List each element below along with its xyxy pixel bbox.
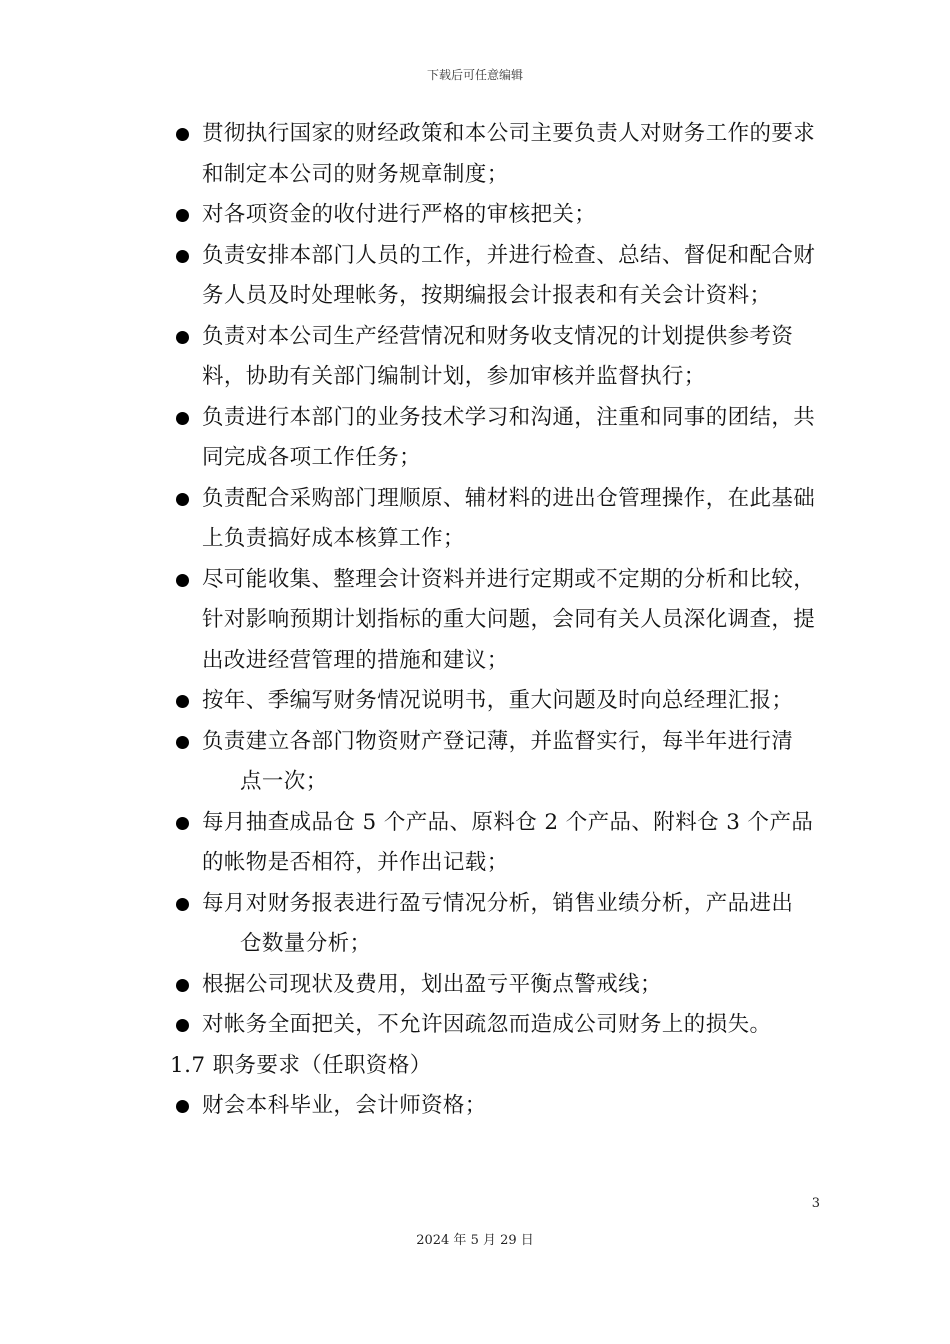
bullet-icon	[176, 817, 189, 830]
list-item-continuation: 点一次；	[240, 769, 328, 794]
duties-list	[170, 114, 820, 1046]
list-item	[170, 236, 820, 317]
bullet-icon	[176, 898, 189, 911]
list-item-text: 按年、季编写财务情况说明书，重大问题及时向总经理汇报；	[202, 688, 794, 713]
list-item-text: 尽可能收集、整理会计资料并进行定期或不定期的分析和比较，针对影响预期计划指标的重大问题，会同有关人员深化调查，提出改进经营管理的措施和建议；	[202, 566, 816, 673]
list-item-text: 负责进行本部门的业务技术学习和沟通，注重和同事的团结，共同完成各项工作任务；	[202, 404, 816, 470]
bullet-icon	[176, 128, 189, 141]
list-item-text: 对帐务全面把关，不允许因疏忽而造成公司财务上的损失。	[202, 1012, 772, 1037]
list-item-text: 贯彻执行国家的财经政策和本公司主要负责人对财务工作的要求和制定本公司的财务规章制度；	[202, 121, 816, 187]
bullet-icon	[176, 695, 189, 708]
list-item-text: 对各项资金的收付进行严格的审核把关；	[202, 202, 597, 227]
list-item-text: 每月抽查成品仓 5 个产品、原料仓 2 个产品、附料仓 3 个产品的帐物是否相符，并作出记载；	[202, 809, 814, 875]
list-item	[170, 398, 820, 479]
section-heading: 1.7 职务要求（任职资格）	[170, 1052, 432, 1078]
list-item-text: 负责对本公司生产经营情况和财务收支情况的计划提供参考资料，协助有关部门编制计划，参加审核并监督执行；	[202, 323, 794, 389]
page-header: 下载后可任意编辑	[426, 68, 523, 82]
list-item	[170, 803, 820, 884]
bullet-icon	[176, 250, 189, 263]
list-item	[170, 479, 820, 560]
bullet-icon	[176, 574, 189, 587]
list-item-text: 根据公司现状及费用，划出盈亏平衡点警戒线；	[202, 971, 662, 997]
bullet-icon	[176, 979, 189, 992]
list-item	[170, 965, 820, 1006]
list-item-continuation: 仓数量分析；	[240, 931, 372, 956]
bullet-icon	[176, 412, 189, 425]
footer-date: 2024 年 5 月 29 日	[416, 1233, 534, 1248]
list-item-text: 财会本科毕业，会计师资格；	[202, 1093, 487, 1118]
list-item	[170, 681, 820, 722]
bullet-icon	[176, 209, 189, 222]
list-item-text: 负责安排本部门人员的工作，并进行检查、总结、督促和配合财务人员及时处理帐务，按期编报会计报表和有关会计资料；	[202, 242, 816, 308]
list-item	[170, 560, 820, 682]
list-item	[170, 1086, 820, 1127]
bullet-icon	[176, 331, 189, 344]
list-item	[170, 884, 820, 965]
list-item	[170, 1005, 820, 1046]
list-item	[170, 317, 820, 398]
list-item-text: 负责建立各部门物资财产登记薄，并监督实行，每半年进行清	[202, 728, 794, 754]
requirements-list	[170, 1086, 820, 1127]
document-body	[170, 114, 820, 1127]
bullet-icon	[176, 1100, 189, 1113]
bullet-icon	[176, 493, 189, 506]
list-item-text: 负责配合采购部门理顺原、辅材料的进出仓管理操作，在此基础上负责搞好成本核算工作；	[202, 485, 816, 551]
list-item-text: 每月对财务报表进行盈亏情况分析，销售业绩分析，产品进出	[202, 890, 794, 916]
bullet-icon	[176, 736, 189, 749]
list-item	[170, 722, 820, 803]
bullet-icon	[176, 1019, 189, 1032]
page-number: 3	[811, 1196, 820, 1211]
list-item	[170, 195, 820, 236]
list-item	[170, 114, 820, 195]
